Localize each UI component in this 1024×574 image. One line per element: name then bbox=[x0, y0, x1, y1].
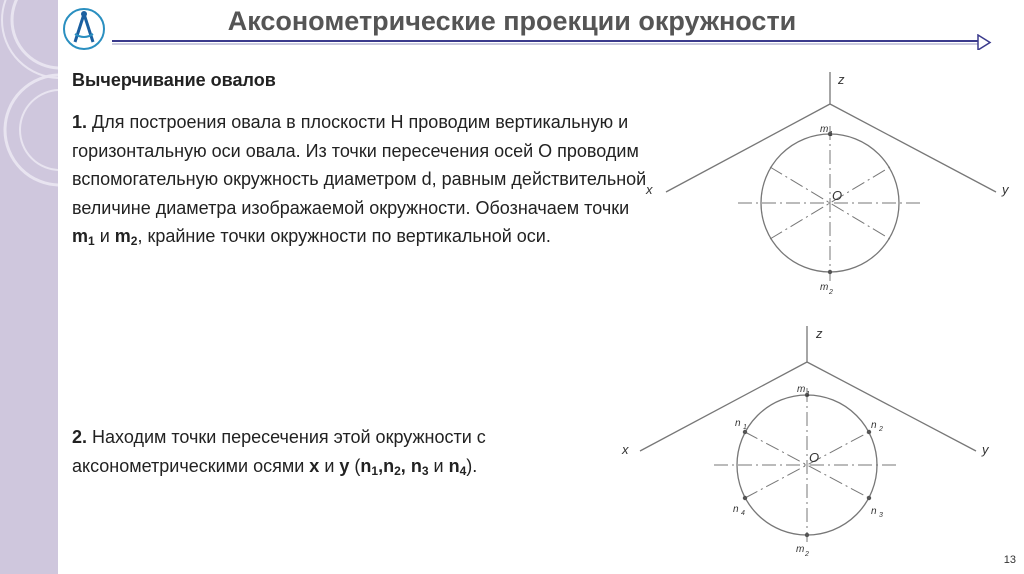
point-n4-sub: 4 bbox=[459, 463, 467, 478]
label-n1-sub: 1 bbox=[743, 424, 747, 431]
paren: ). bbox=[466, 455, 478, 476]
label-y: y bbox=[982, 442, 989, 457]
point-n2-sub: 2 bbox=[394, 463, 401, 478]
label-m2: m bbox=[820, 282, 829, 293]
point-m2: m bbox=[114, 226, 131, 246]
decorative-side-band bbox=[0, 0, 58, 574]
label-n2: n bbox=[871, 420, 877, 431]
label-n2-sub: 2 bbox=[879, 426, 883, 433]
point-n1-sub: 1 bbox=[371, 463, 379, 478]
label-n3: n bbox=[871, 506, 877, 517]
label-y: y bbox=[1002, 182, 1009, 197]
point-n2: n bbox=[383, 455, 395, 476]
point-n3: n bbox=[410, 455, 422, 476]
label-m1: m bbox=[820, 124, 829, 135]
label-n3-sub: 3 bbox=[879, 512, 883, 519]
step-1-body: Для построения овала в плоскости Н проводим вертикальную и горизонтальную оси овала. Из точки пересечения осей О проводим вспомогательную окружность диаметром d, равным действительной величине диаметра изображаемой окружности. Обозначаем точки bbox=[72, 112, 647, 218]
conj: и bbox=[94, 226, 115, 246]
axis-x-line bbox=[640, 362, 807, 451]
point-m2-dot bbox=[805, 533, 809, 537]
point-m1-sub: 1 bbox=[88, 234, 95, 248]
conj: и bbox=[428, 455, 449, 476]
label-m2-sub: 2 bbox=[829, 289, 833, 296]
section-subtitle: Вычерчивание овалов bbox=[72, 70, 276, 90]
label-z: z bbox=[816, 326, 823, 341]
label-x: x bbox=[622, 442, 629, 457]
axis-x-line bbox=[666, 104, 830, 192]
diagram-2-axis-intersections bbox=[612, 320, 1012, 560]
paren: ( bbox=[349, 455, 361, 476]
label-m2: m bbox=[796, 544, 805, 555]
step-1-text bbox=[72, 108, 647, 256]
conj: и bbox=[319, 455, 340, 476]
label-m2-sub: 2 bbox=[805, 551, 809, 558]
page-number: 13 bbox=[1003, 554, 1016, 566]
page-title: Аксонометрические проекции окружности bbox=[227, 6, 797, 36]
label-o: O bbox=[832, 188, 843, 203]
axis-x: x bbox=[309, 455, 320, 476]
label-m1: m bbox=[797, 384, 806, 395]
axis-y-line bbox=[830, 104, 996, 192]
title-underline-arrow bbox=[112, 34, 992, 50]
point-n4: n bbox=[448, 455, 460, 476]
label-m1-sub: 1 bbox=[829, 131, 833, 138]
label-x: x bbox=[646, 182, 653, 197]
point-n4-dot bbox=[743, 496, 747, 500]
point-m1: m bbox=[72, 226, 89, 246]
point-n3-dot bbox=[867, 496, 871, 500]
step-1-number: 1. bbox=[72, 112, 88, 132]
axis-y-line bbox=[807, 362, 976, 451]
sep: , bbox=[378, 455, 384, 476]
sep: , bbox=[400, 455, 406, 476]
point-m2-dot bbox=[828, 270, 832, 274]
point-m2-sub: 2 bbox=[130, 234, 138, 248]
decorative-circles bbox=[0, 0, 58, 574]
axis-y: y bbox=[339, 455, 350, 476]
step-2-text bbox=[72, 423, 612, 485]
label-z: z bbox=[838, 72, 845, 87]
step-1-tail: , крайние точки окружности по вертикальной оси. bbox=[137, 226, 551, 246]
step-2-body: Находим точки пересечения этой окружности с аксонометрическими осями bbox=[72, 427, 486, 476]
label-n1: n bbox=[735, 418, 741, 429]
diagram-1-circle-construction bbox=[640, 66, 1020, 296]
point-n1: n bbox=[360, 455, 372, 476]
label-m1-sub: 1 bbox=[806, 391, 810, 398]
step-2-number: 2. bbox=[72, 427, 88, 447]
label-n4-sub: 4 bbox=[741, 510, 745, 517]
point-n3-sub: 3 bbox=[421, 463, 429, 478]
label-o: O bbox=[809, 450, 820, 465]
label-n4: n bbox=[733, 504, 739, 515]
